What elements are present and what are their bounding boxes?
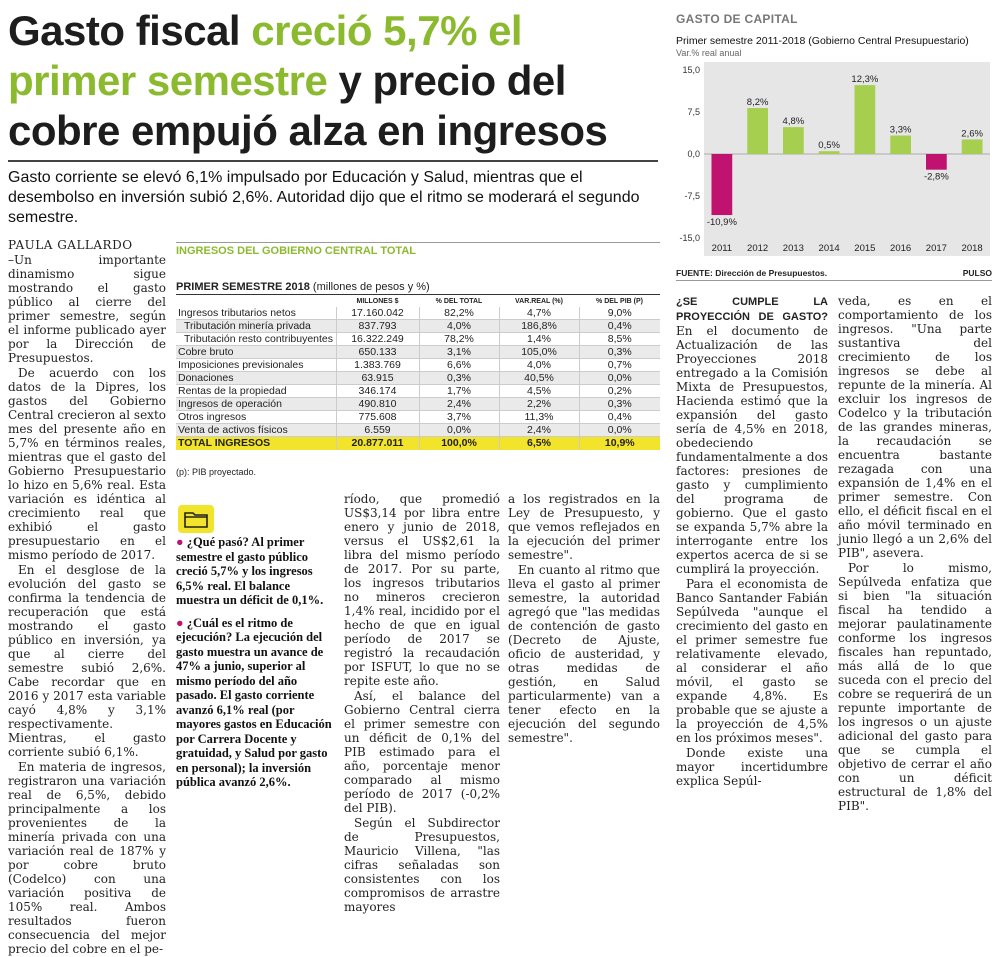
author-byline: PAULA GALLARDO <box>8 238 133 252</box>
paragraph: De acuerdo con los datos de la Dipres, los gastos del Gobierno Central crecieron al sexto mes del presente año en 5,7% en términos reales, mientras que el gasto del Gobierno Presupuestario lo hizo en 5,6% real. Esta variación es idéntica al crecimiento real que exhibió el gasto presupuestario en el mismo período de 2017. <box>8 366 166 562</box>
paragraph: ríodo, que promedió US$3,14 por libra entre enero y junio de 2018, versus el US$2,61 la libra del mismo período de 2017. Por su parte, los ingresos tributarios no mineros crecieron 1,4% real, incidido por el hecho de que en igual período de 2017 se registró la recaudación por ISFUT, lo que no se repite este año. <box>344 492 500 688</box>
cell: 40,5% <box>499 372 579 385</box>
cell: 20.877.011 <box>336 437 419 450</box>
bar <box>855 85 876 154</box>
cell: 1.383.769 <box>336 359 419 372</box>
qa-item <box>176 616 336 790</box>
cell: 0,0% <box>579 424 660 437</box>
x-tick-label: 2012 <box>747 243 769 254</box>
data-label: 2,6% <box>961 128 983 140</box>
data-label: -10,9% <box>706 217 737 229</box>
cell: 6,6% <box>419 359 499 372</box>
row-label: Tributación resto contribuyentes <box>176 333 336 346</box>
cell: 0,3% <box>419 372 499 385</box>
x-tick-label: 2016 <box>890 243 912 254</box>
cell: 4,7% <box>499 307 579 320</box>
table-header-row <box>176 295 660 307</box>
row-label: Imposiciones previsionales <box>176 359 336 372</box>
bar <box>712 154 733 215</box>
table-row <box>176 411 660 424</box>
headline-highlight: creció 5,7% el primer semestre <box>8 7 523 104</box>
table-subtitle <box>176 281 660 295</box>
chart-background <box>704 62 990 256</box>
table-row <box>176 320 660 333</box>
table-row <box>176 424 660 437</box>
table-row <box>176 398 660 411</box>
dek: Gasto corriente se elevó 6,1% impulsado por Educación y Salud, mientras que el desembolso en inversión subió 2,6%. Autoridad dijo que el ritmo se moderará el segundo semestre. <box>8 169 640 226</box>
cell: 650.133 <box>336 346 419 359</box>
table-header: VAR.REAL (%) <box>515 297 563 305</box>
brand-label: PULSO <box>962 268 992 278</box>
table-footnote: (p): PIB proyectado. <box>176 467 257 477</box>
paragraph <box>676 294 828 576</box>
row-label: TOTAL INGRESOS <box>176 437 336 450</box>
headline-part2: y precio del cobre empujó alza en ingresos <box>8 57 608 154</box>
cell: 6.559 <box>336 424 419 437</box>
bullet-icon: ● <box>176 535 187 549</box>
y-tick-label: -15,0 <box>679 233 700 243</box>
column-6 <box>838 294 992 814</box>
cell: 0,0% <box>419 424 499 437</box>
table-header: MILLONES $ <box>356 297 399 305</box>
bar <box>890 136 911 154</box>
cell: 0,0% <box>579 372 660 385</box>
row-label: Cobre bruto <box>176 346 336 359</box>
bar <box>962 139 983 154</box>
cell: 10,9% <box>579 437 660 450</box>
cell: 4,0% <box>499 359 579 372</box>
chart-source: FUENTE: Dirección de Presupuestos. <box>676 268 828 278</box>
paragraph: En el desglose de la evolución del gasto se confirma la tendencia de recuperación que está mostrando el gasto público en inversión, ya que al cierre del semestre subió 2,6%. Cabe recordar que en 2016 y 2017 esta variable cayó 4,8% y 3,1% respectivamente. Mientras, el gasto corriente subió 6,1%. <box>8 563 166 759</box>
cell: 9,0% <box>579 307 660 320</box>
table-row <box>176 346 660 359</box>
cell: 82,2% <box>419 307 499 320</box>
cell: 775.608 <box>336 411 419 424</box>
cell: 8,5% <box>579 333 660 346</box>
row-label: Otros ingresos <box>176 411 336 424</box>
y-tick-label: 0,0 <box>687 149 700 159</box>
cell: 100,0% <box>419 437 499 450</box>
cell: 1,4% <box>499 333 579 346</box>
y-tick-label: -7,5 <box>684 191 700 201</box>
headline-part1: Gasto fiscal <box>8 7 252 54</box>
bar <box>926 154 947 170</box>
row-label: Donaciones <box>176 372 336 385</box>
table-header: % DEL TOTAL <box>435 297 483 305</box>
row-label: Ingresos de operación <box>176 398 336 411</box>
cell: 1,7% <box>419 385 499 398</box>
cell: 17.160.042 <box>336 307 419 320</box>
column-3 <box>344 492 500 915</box>
bar <box>747 108 768 154</box>
cell: 4,5% <box>499 385 579 398</box>
bar <box>783 127 804 154</box>
row-label: Tributación minería privada <box>176 320 336 333</box>
paragraph: Para el economista de Banco Santander Fabián Sepúlveda "aunque el crecimiento del gasto en el primer semestre fue relativamente elevado, al considerar el año móvil, el gasto se expande 4,8%. Es probable que se ajuste a la proyección de 4,5% en los próximos meses". <box>676 577 828 745</box>
qa-answer: Al primer semestre el gasto público creció 5,7% y los ingresos 6,5% real. El balance muestra un déficit de 0,1%. <box>176 535 324 607</box>
chart-ylabel: Var.% real anual <box>676 48 742 58</box>
paragraph: –Un importante dinamismo sigue mostrando el gasto público al cierre del primer semestre, según el informe publicado ayer por la Dirección de Presupuestos. <box>8 253 166 365</box>
qa-box <box>176 535 336 790</box>
chart-kicker: GASTO DE CAPITAL <box>676 12 798 26</box>
chart-divider <box>676 280 992 281</box>
table-header <box>176 295 336 307</box>
cell: 63.915 <box>336 372 419 385</box>
cell: 2,2% <box>499 398 579 411</box>
cell: 6,5% <box>499 437 579 450</box>
y-tick-label: 7,5 <box>687 107 700 117</box>
cell: 16.322.249 <box>336 333 419 346</box>
table-subtitle-rest: (millones de pesos y %) <box>309 281 430 293</box>
table-row <box>176 359 660 372</box>
column-1 <box>8 253 166 957</box>
column-5 <box>676 294 828 789</box>
data-label: 8,2% <box>746 97 769 109</box>
cell: 0,2% <box>579 385 660 398</box>
table-row <box>176 307 660 320</box>
data-label: 4,8% <box>782 116 805 128</box>
row-label: Rentas de la propiedad <box>176 385 336 398</box>
headline <box>8 6 658 156</box>
paragraph: En cuanto al ritmo que lleva el gasto al primer semestre, la autoridad agregó que "las medidas de contención de gasto (Decreto de Ajuste, oficio de austeridad, y otras medidas de gestión, en Salud particularmente) van a tener efecto en la ejecución del segundo semestre". <box>508 563 660 745</box>
cell: 3,1% <box>419 346 499 359</box>
x-tick-label: 2014 <box>818 243 840 254</box>
data-label: 12,3% <box>851 74 879 86</box>
data-label: -2,8% <box>923 171 949 183</box>
paragraph: Así, el balance del Gobierno Central cierra el primer semestre con un déficit de 0,1% del PIB estimado para el año, porcentaje menor comparado al mismo período de 2017 (-0,2% del PIB). <box>344 689 500 815</box>
y-tick-label: 15,0 <box>682 65 700 75</box>
column-4 <box>508 492 660 746</box>
x-tick-label: 2013 <box>782 243 804 254</box>
paragraph: Donde existe una mayor incertidumbre explica Sepúl- <box>676 746 828 788</box>
paragraph-text: En el documento de Actualización de las Proyecciones 2018 entregado a la Comisión Mixta de Presupuestos, Hacienda estimó que la expansión del gasto sería de 4,5% en 2018, obedeciendo fundamentalmente a dos factores: presiones de gasto y cumplimiento del programa de gobierno. Que el gasto se expanda 5,7% abre la interrogante entre los expertos acerca de si se cumplirá la proyección. <box>676 324 828 576</box>
bullet-icon: ● <box>176 615 187 630</box>
cell: 0,4% <box>579 320 660 333</box>
cell: 105,0% <box>499 346 579 359</box>
paragraph: veda, es en el comportamiento de los ingresos. "Una parte sustantiva del crecimiento de los ingresos se debe al repunte de la minería. Al excluir los ingresos de Codelco y la tributación de las grandes mineras, la recaudación se encuentra bastante rezagada con una expansión de 1,4% en el primer semestre. Con ello, el déficit fiscal en el año móvil terminado en junio llegó a un 2,6% del PIB", asevera. <box>838 294 992 560</box>
qa-item <box>176 535 336 608</box>
dek-divider <box>8 160 658 162</box>
table-row <box>176 385 660 398</box>
x-tick-label: 2018 <box>961 243 983 254</box>
qa-question: ¿Cuál es el ritmo de ejecución? <box>176 615 293 644</box>
data-label: 0,5% <box>818 140 840 152</box>
row-label: Venta de activos físicos <box>176 424 336 437</box>
cell: 346.174 <box>336 385 419 398</box>
capital-spending-chart <box>676 62 992 258</box>
table-row <box>176 333 660 346</box>
table-title: INGRESOS DEL GOBIERNO CENTRAL TOTAL <box>176 242 660 257</box>
cell: 490.810 <box>336 398 419 411</box>
cell: 78,2% <box>419 333 499 346</box>
paragraph: En materia de ingresos, registraron una variación real de 6,5%, debido principalmente a los provenientes de la minería privada con una variación real de 187% y por cobre bruto (Codelco) con una variación positiva de 105% real. Ambos resultados fueron consecuencia del mejor precio del cobre en el pe- <box>8 760 166 956</box>
revenue-table <box>176 295 660 450</box>
cell: 2,4% <box>499 424 579 437</box>
row-label: Ingresos tributarios netos <box>176 307 336 320</box>
qa-answer: La ejecución del gasto muestra un avance de 47% a junio, superior al mismo período del año pasado. El gasto corriente avanzó 6,1% real (por mayores gastos en Educación por Carrera Docente y gratuidad, y Salud por gasto en personal); la inversión pública avanzó 2,6%. <box>176 630 332 789</box>
table-total-row <box>176 437 660 450</box>
table-row <box>176 372 660 385</box>
section-lead: ¿SE CUMPLE LA PROYECCIÓN DE GASTO? <box>676 296 828 323</box>
data-label: 3,3% <box>889 124 912 136</box>
qa-question: ¿Qué pasó? <box>186 535 249 549</box>
cell: 186,8% <box>499 320 579 333</box>
table-subtitle-bold: PRIMER SEMESTRE 2018 <box>176 281 310 293</box>
table-header: % DEL PIB (P) <box>596 297 643 305</box>
cell: 0,3% <box>579 346 660 359</box>
x-tick-label: 2015 <box>854 243 876 254</box>
paragraph: Según el Subdirector de Presupuestos, Mauricio Villena, "las cifras señaladas son consistentes con los compromisos de arrastre mayores <box>344 816 500 914</box>
cell: 837.793 <box>336 320 419 333</box>
x-tick-label: 2017 <box>925 243 947 254</box>
cell: 2,4% <box>419 398 499 411</box>
cell: 0,4% <box>579 411 660 424</box>
chart-source-line <box>676 268 992 278</box>
cell: 0,3% <box>579 398 660 411</box>
cell: 11,3% <box>499 411 579 424</box>
bar <box>819 151 840 154</box>
paragraph: Por lo mismo, Sepúlveda enfatiza que si bien "la situación fiscal ha tendido a mejorar paulatinamente conforme los ingresos fiscales han repuntado, más allá de lo que suceda con el precio del cobre se requerirá de un repunte importante de los ingresos o un ajuste adicional del gasto para que se cumpla el objetivo de cerrar el año con un déficit estructural de 1,8% del PIB". <box>838 561 992 813</box>
cell: 3,7% <box>419 411 499 424</box>
folder-icon <box>178 505 214 533</box>
chart-title: Primer semestre 2011-2018 (Gobierno Central Presupuestario) <box>676 35 969 47</box>
x-tick-label: 2011 <box>711 243 733 254</box>
cell: 4,0% <box>419 320 499 333</box>
paragraph: a los registrados en la Ley de Presupuesto, y que vemos reflejados en la ejecución del primer semestre". <box>508 492 660 562</box>
cell: 0,7% <box>579 359 660 372</box>
